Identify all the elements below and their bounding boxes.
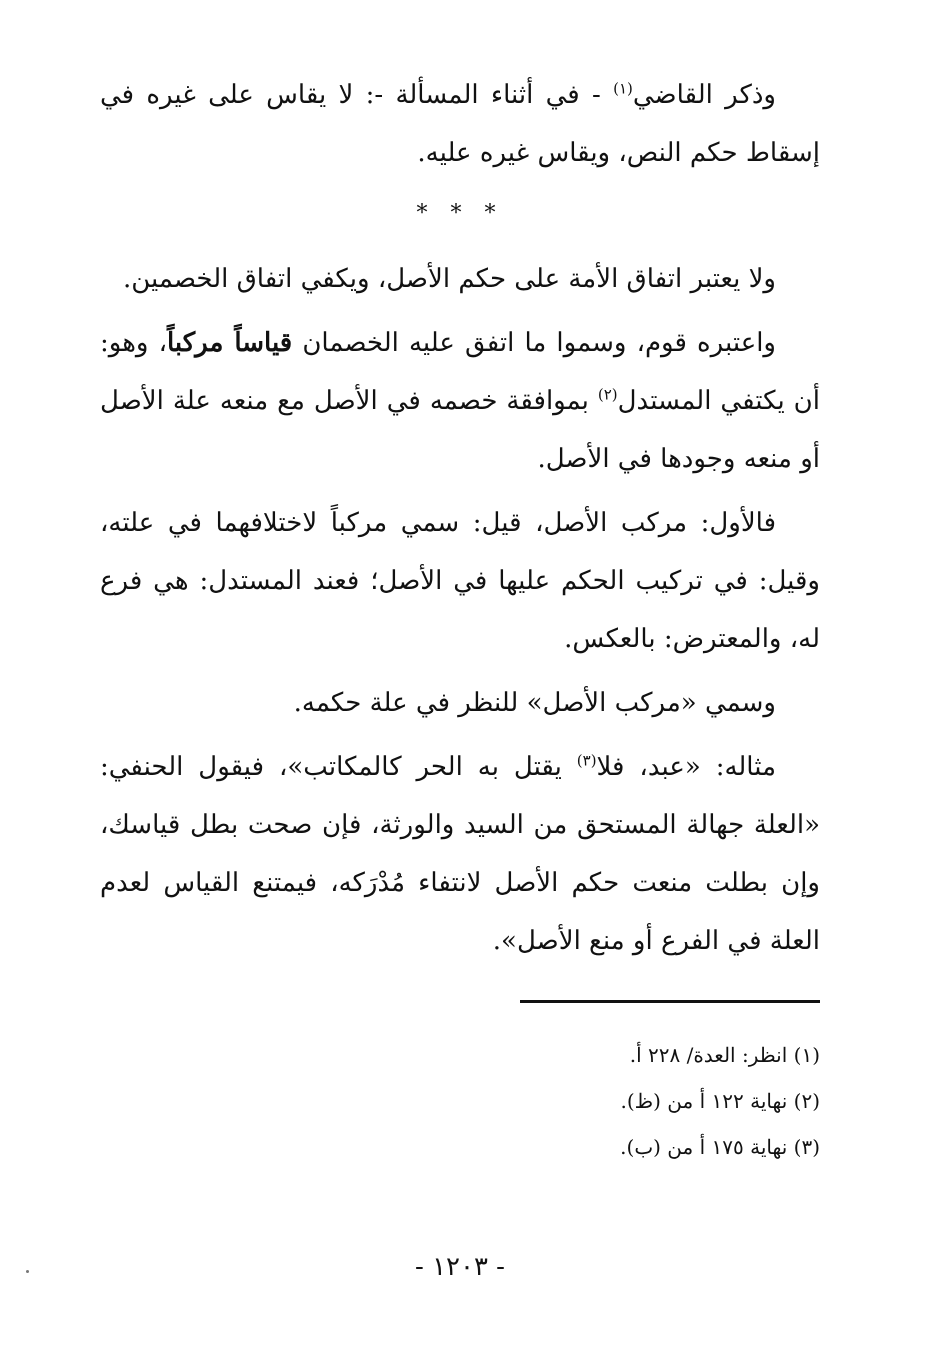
bold-term-compound-analogy: قياساً مركباً: [166, 328, 293, 358]
paragraph-agreement: ولا يعتبر اتفاق الأمة على حكم الأصل، ويكفي اتفاق الخصمين.: [122, 264, 776, 294]
scan-speck: [26, 1270, 29, 1273]
footnote-marker-3[interactable]: (٣): [576, 751, 597, 770]
paragraph-qadi: [100, 66, 820, 182]
footnotes: [400, 1032, 820, 1170]
page-number: - ١٢٠٣ -: [415, 1252, 505, 1282]
footnote-divider: [520, 1000, 820, 1003]
page-body: [100, 66, 820, 976]
footnote-3: (٣) نهاية ١٧٥ أ من (ب).: [620, 1135, 820, 1159]
paragraph-qadi-before: وذكر القاضي: [632, 80, 776, 110]
paragraph-example-after: يقتل به الحر كالمكاتب»، فيقول الحنفي: «العلة جهالة المستحق من السيد والورثة، فإن صحت بطل قياسك، وإن بطلت منعت حكم الأصل لانتفاء مُدْرَكه، فيمتنع القياس لعدم العلة في الفرع أو منع الأصل».: [100, 752, 820, 956]
section-separator: * * *: [416, 201, 504, 226]
paragraph-compound-after: ، وهو: أن يكتفي المستدل: [100, 328, 820, 416]
paragraph-compound-before: واعتبره قوم، وسموا ما اتفق عليه الخصمان: [292, 328, 776, 358]
paragraph-compound-analogy: [100, 314, 820, 488]
footnote-1: (١) انظر: العدة/ ٢٢٨ أ.: [629, 1043, 820, 1067]
paragraph-first-type: فالأول: مركب الأصل، قيل: سمي مركباً لاختلافهما في علته، وقيل: في تركيب الحكم عليها في الأصل؛ فعند المستدل: هي فرع له، والمعترض: بالعكس.: [100, 508, 820, 654]
paragraph-example-before: مثاله: «عبد، فلا: [596, 752, 777, 782]
paragraph-naming: وسمي «مركب الأصل» للنظر في علة حكمه.: [293, 688, 776, 718]
footnote-2: (٢) نهاية ١٢٢ أ من (ظ).: [620, 1089, 820, 1113]
paragraph-qadi-after: - في أثناء المسألة -: لا يقاس على غيره في إسقاط حكم النص، ويقاس غيره عليه.: [100, 80, 820, 168]
footnote-marker-2[interactable]: (٢): [597, 385, 618, 404]
paragraph-example: [100, 738, 820, 970]
paragraph-compound-continued: بموافقة خصمه في الأصل مع منعه علة الأصل أو منعه وجودها في الأصل.: [100, 386, 820, 474]
footnote-marker-1[interactable]: (١): [613, 79, 633, 98]
